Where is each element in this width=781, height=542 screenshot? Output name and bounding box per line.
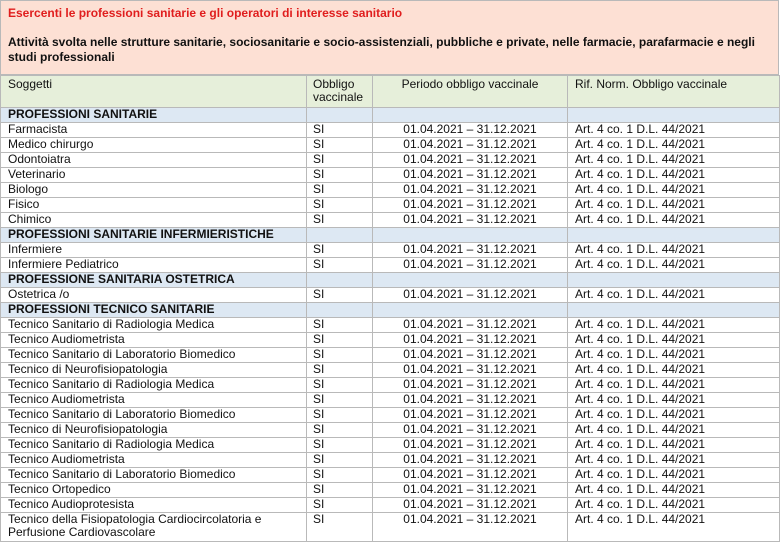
obbligo-cell: SI — [307, 333, 373, 348]
soggetto-cell: Fisico — [1, 198, 307, 213]
table-row — [1, 198, 780, 213]
obbligo-cell: SI — [307, 153, 373, 168]
soggetto-cell: Infermiere Pediatrico — [1, 258, 307, 273]
section-row — [1, 108, 780, 123]
riferimento-cell: Art. 4 co. 1 D.L. 44/2021 — [568, 123, 780, 138]
column-header-periodo: Periodo obbligo vaccinale — [373, 76, 568, 108]
table-header-row — [1, 76, 780, 108]
soggetto-cell: Tecnico Audiometrista — [1, 393, 307, 408]
column-header-riferimento: Rif. Norm. Obbligo vaccinale — [568, 76, 780, 108]
periodo-cell: 01.04.2021 – 31.12.2021 — [373, 123, 568, 138]
table-row — [1, 423, 780, 438]
periodo-cell: 01.04.2021 – 31.12.2021 — [373, 468, 568, 483]
riferimento-cell: Art. 4 co. 1 D.L. 44/2021 — [568, 468, 780, 483]
soggetto-cell: Tecnico Sanitario di Laboratorio Biomedico — [1, 408, 307, 423]
table-row — [1, 393, 780, 408]
section-empty-cell — [373, 273, 568, 288]
table-row — [1, 333, 780, 348]
obbligo-cell: SI — [307, 468, 373, 483]
section-empty-cell — [373, 108, 568, 123]
table-row — [1, 243, 780, 258]
section-label: PROFESSIONE SANITARIA OSTETRICA — [1, 273, 307, 288]
periodo-cell: 01.04.2021 – 31.12.2021 — [373, 378, 568, 393]
table-row — [1, 363, 780, 378]
obbligo-cell: SI — [307, 378, 373, 393]
section-empty-cell — [568, 228, 780, 243]
table-body — [1, 76, 780, 542]
obbligo-cell: SI — [307, 498, 373, 513]
section-row — [1, 303, 780, 318]
riferimento-cell: Art. 4 co. 1 D.L. 44/2021 — [568, 348, 780, 363]
document-header — [0, 0, 779, 75]
riferimento-cell: Art. 4 co. 1 D.L. 44/2021 — [568, 333, 780, 348]
column-header-soggetti: Soggetti — [1, 76, 307, 108]
obbligo-cell: SI — [307, 348, 373, 363]
table-row — [1, 438, 780, 453]
table-row — [1, 258, 780, 273]
riferimento-cell: Art. 4 co. 1 D.L. 44/2021 — [568, 408, 780, 423]
periodo-cell: 01.04.2021 – 31.12.2021 — [373, 393, 568, 408]
periodo-cell: 01.04.2021 – 31.12.2021 — [373, 318, 568, 333]
table-row — [1, 213, 780, 228]
obbligo-cell: SI — [307, 408, 373, 423]
riferimento-cell: Art. 4 co. 1 D.L. 44/2021 — [568, 288, 780, 303]
periodo-cell: 01.04.2021 – 31.12.2021 — [373, 213, 568, 228]
periodo-cell: 01.04.2021 – 31.12.2021 — [373, 258, 568, 273]
section-empty-cell — [568, 108, 780, 123]
soggetto-cell: Medico chirurgo — [1, 138, 307, 153]
periodo-cell: 01.04.2021 – 31.12.2021 — [373, 348, 568, 363]
section-empty-cell — [373, 303, 568, 318]
section-empty-cell — [307, 228, 373, 243]
obbligo-cell: SI — [307, 123, 373, 138]
soggetto-cell: Tecnico di Neurofisiopatologia — [1, 423, 307, 438]
riferimento-cell: Art. 4 co. 1 D.L. 44/2021 — [568, 243, 780, 258]
riferimento-cell: Art. 4 co. 1 D.L. 44/2021 — [568, 138, 780, 153]
soggetto-cell: Tecnico Audiometrista — [1, 333, 307, 348]
section-empty-cell — [568, 303, 780, 318]
riferimento-cell: Art. 4 co. 1 D.L. 44/2021 — [568, 423, 780, 438]
section-empty-cell — [568, 273, 780, 288]
obbligo-cell: SI — [307, 168, 373, 183]
table-row — [1, 513, 780, 542]
obbligo-cell: SI — [307, 318, 373, 333]
table-row — [1, 183, 780, 198]
soggetto-cell: Tecnico di Neurofisiopatologia — [1, 363, 307, 378]
obbligo-cell: SI — [307, 423, 373, 438]
soggetto-cell: Odontoiatra — [1, 153, 307, 168]
obbligo-cell: SI — [307, 363, 373, 378]
riferimento-cell: Art. 4 co. 1 D.L. 44/2021 — [568, 393, 780, 408]
riferimento-cell: Art. 4 co. 1 D.L. 44/2021 — [568, 183, 780, 198]
section-label: PROFESSIONI TECNICO SANITARIE — [1, 303, 307, 318]
table-row — [1, 288, 780, 303]
table-row — [1, 168, 780, 183]
soggetto-cell: Tecnico Sanitario di Laboratorio Biomedico — [1, 468, 307, 483]
table-row — [1, 123, 780, 138]
riferimento-cell: Art. 4 co. 1 D.L. 44/2021 — [568, 318, 780, 333]
soggetto-cell: Tecnico Audiometrista — [1, 453, 307, 468]
riferimento-cell: Art. 4 co. 1 D.L. 44/2021 — [568, 483, 780, 498]
soggetto-cell: Tecnico Sanitario di Radiologia Medica — [1, 318, 307, 333]
section-empty-cell — [307, 273, 373, 288]
obbligo-cell: SI — [307, 393, 373, 408]
periodo-cell: 01.04.2021 – 31.12.2021 — [373, 198, 568, 213]
soggetto-cell: Tecnico Ortopedico — [1, 483, 307, 498]
column-header-obbligo: Obbligo vaccinale — [307, 76, 373, 108]
document-subtitle: Attività svolta nelle strutture sanitarie, sociosanitarie e socio-assistenziali, pubbliche e private, nelle farmacie, parafarmacie e negli studi professionali — [8, 35, 755, 64]
periodo-cell: 01.04.2021 – 31.12.2021 — [373, 438, 568, 453]
periodo-cell: 01.04.2021 – 31.12.2021 — [373, 333, 568, 348]
soggetto-cell: Tecnico Sanitario di Radiologia Medica — [1, 378, 307, 393]
periodo-cell: 01.04.2021 – 31.12.2021 — [373, 423, 568, 438]
periodo-cell: 01.04.2021 – 31.12.2021 — [373, 153, 568, 168]
riferimento-cell: Art. 4 co. 1 D.L. 44/2021 — [568, 168, 780, 183]
riferimento-cell: Art. 4 co. 1 D.L. 44/2021 — [568, 498, 780, 513]
periodo-cell: 01.04.2021 – 31.12.2021 — [373, 168, 568, 183]
periodo-cell: 01.04.2021 – 31.12.2021 — [373, 513, 568, 542]
obbligo-cell: SI — [307, 213, 373, 228]
table-row — [1, 498, 780, 513]
periodo-cell: 01.04.2021 – 31.12.2021 — [373, 498, 568, 513]
section-row — [1, 228, 780, 243]
table-row — [1, 318, 780, 333]
obbligo-cell: SI — [307, 138, 373, 153]
section-empty-cell — [307, 108, 373, 123]
table-row — [1, 138, 780, 153]
obbligo-cell: SI — [307, 183, 373, 198]
section-row — [1, 273, 780, 288]
riferimento-cell: Art. 4 co. 1 D.L. 44/2021 — [568, 453, 780, 468]
obbligo-cell: SI — [307, 258, 373, 273]
table-row — [1, 468, 780, 483]
soggetto-cell: Ostetrica /o — [1, 288, 307, 303]
periodo-cell: 01.04.2021 – 31.12.2021 — [373, 138, 568, 153]
soggetto-cell: Farmacista — [1, 123, 307, 138]
riferimento-cell: Art. 4 co. 1 D.L. 44/2021 — [568, 213, 780, 228]
section-empty-cell — [307, 303, 373, 318]
riferimento-cell: Art. 4 co. 1 D.L. 44/2021 — [568, 378, 780, 393]
obbligo-cell: SI — [307, 243, 373, 258]
riferimento-cell: Art. 4 co. 1 D.L. 44/2021 — [568, 438, 780, 453]
obbligo-cell: SI — [307, 453, 373, 468]
obbligo-cell: SI — [307, 513, 373, 542]
riferimento-cell: Art. 4 co. 1 D.L. 44/2021 — [568, 153, 780, 168]
soggetto-cell: Infermiere — [1, 243, 307, 258]
riferimento-cell: Art. 4 co. 1 D.L. 44/2021 — [568, 513, 780, 542]
table-row — [1, 378, 780, 393]
obbligo-cell: SI — [307, 288, 373, 303]
riferimento-cell: Art. 4 co. 1 D.L. 44/2021 — [568, 198, 780, 213]
document-title: Esercenti le professioni sanitarie e gli operatori di interesse sanitario — [8, 6, 403, 20]
obbligo-cell: SI — [307, 198, 373, 213]
soggetto-cell: Biologo — [1, 183, 307, 198]
table-row — [1, 348, 780, 363]
soggetto-cell: Tecnico Audioprotesista — [1, 498, 307, 513]
section-label: PROFESSIONI SANITARIE — [1, 108, 307, 123]
table-row — [1, 453, 780, 468]
section-label: PROFESSIONI SANITARIE INFERMIERISTICHE — [1, 228, 307, 243]
periodo-cell: 01.04.2021 – 31.12.2021 — [373, 243, 568, 258]
soggetto-cell: Tecnico della Fisiopatologia Cardiocircolatoria e Perfusione Cardiovascolare — [1, 513, 307, 542]
riferimento-cell: Art. 4 co. 1 D.L. 44/2021 — [568, 258, 780, 273]
table-row — [1, 408, 780, 423]
periodo-cell: 01.04.2021 – 31.12.2021 — [373, 483, 568, 498]
periodo-cell: 01.04.2021 – 31.12.2021 — [373, 288, 568, 303]
obbligo-cell: SI — [307, 438, 373, 453]
periodo-cell: 01.04.2021 – 31.12.2021 — [373, 183, 568, 198]
obbligo-cell: SI — [307, 483, 373, 498]
periodo-cell: 01.04.2021 – 31.12.2021 — [373, 408, 568, 423]
vaccination-table — [0, 75, 780, 542]
soggetto-cell: Tecnico Sanitario di Laboratorio Biomedico — [1, 348, 307, 363]
soggetto-cell: Tecnico Sanitario di Radiologia Medica — [1, 438, 307, 453]
soggetto-cell: Veterinario — [1, 168, 307, 183]
table-row — [1, 483, 780, 498]
soggetto-cell: Chimico — [1, 213, 307, 228]
section-empty-cell — [373, 228, 568, 243]
table-row — [1, 153, 780, 168]
riferimento-cell: Art. 4 co. 1 D.L. 44/2021 — [568, 363, 780, 378]
periodo-cell: 01.04.2021 – 31.12.2021 — [373, 453, 568, 468]
periodo-cell: 01.04.2021 – 31.12.2021 — [373, 363, 568, 378]
